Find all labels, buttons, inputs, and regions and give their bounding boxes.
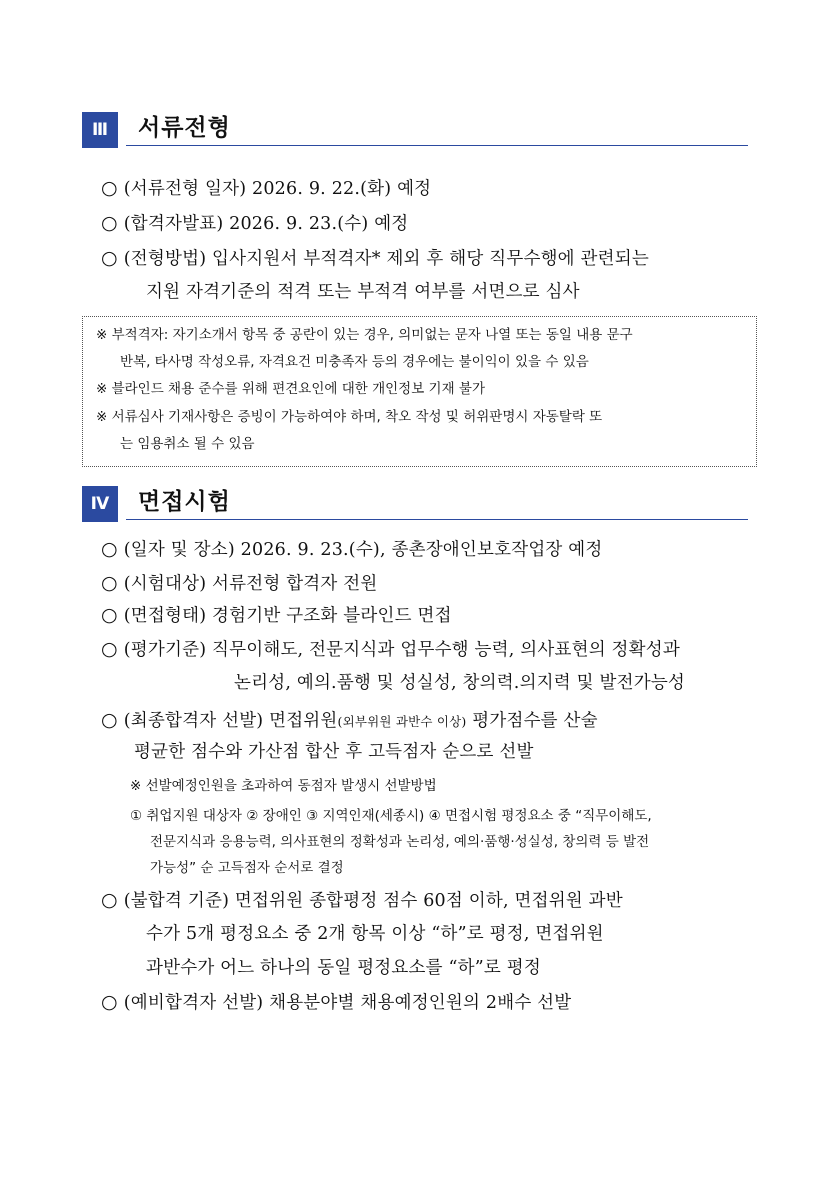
notice-line: ※ 부적격자: 자기소개서 항목 중 공란이 있는 경우, 의미없는 문자 나열 또는 동일 내용 문구: [96, 327, 633, 343]
circle-bullet-icon: ○: [101, 991, 118, 1013]
circle-bullet-icon: ○: [101, 212, 118, 234]
section-divider: [126, 519, 748, 520]
circle-bullet-icon: ○: [101, 247, 118, 269]
circle-bullet-icon: ○: [101, 889, 118, 911]
circle-bullet-icon: ○: [101, 572, 118, 594]
list-item: ○ (불합격 기준) 면접위원 종합평정 점수 60점 이하, 면접위원 과반: [101, 889, 623, 911]
circle-bullet-icon: ○: [101, 604, 118, 626]
section-header-3: [82, 112, 748, 152]
list-item-continuation: 논리성, 예의.품행 및 성실성, 창의력.의지력 및 발전가능성: [234, 673, 686, 693]
circle-bullet-icon: ○: [101, 638, 118, 660]
list-item: ○ (시험대상) 서류전형 합격자 전원: [101, 572, 378, 594]
list-item-continuation: 평균한 점수와 가산점 합산 후 고득점자 순으로 선발: [134, 742, 534, 762]
list-item: ○ (면접형태) 경험기반 구조화 블라인드 면접: [101, 604, 452, 626]
list-item-continuation: 수가 5개 평정요소 중 2개 항목 이상 “하”로 평정, 면접위원: [146, 924, 604, 944]
list-item: ○ (일자 및 장소) 2026. 9. 23.(수), 종촌장애인보호작업장 예정: [101, 538, 603, 560]
notice-line: ※ 블라인드 채용 준수를 위해 편견요인에 대한 개인정보 기재 불가: [96, 381, 485, 397]
sub-note: ※ 선발예정인원을 초과하여 동점자 발생시 선발방법: [130, 778, 437, 794]
circle-bullet-icon: ○: [101, 709, 118, 731]
section-title: 서류전형: [138, 115, 231, 141]
sub-note-line: ① 취업지원 대상자 ② 장애인 ③ 지역인재(세종시) ④ 면접시험 평정요소 중 “직무이해도,: [130, 808, 652, 824]
list-item: ○ (합격자발표) 2026. 9. 23.(수) 예정: [101, 212, 409, 234]
list-item: ○ (예비합격자 선발) 채용분야별 채용예정인원의 2배수 선발: [101, 991, 572, 1013]
circle-bullet-icon: ○: [101, 538, 118, 560]
list-item: ○ (최종합격자 선발) 면접위원(외부위원 과반수 이상) 평가점수를 산술: [101, 709, 598, 731]
section-title: 면접시험: [138, 489, 231, 515]
sub-note-line: 가능성” 순 고득점자 순서로 결정: [150, 860, 344, 876]
section-divider: [126, 145, 748, 146]
list-item-continuation: 과반수가 어느 하나의 동일 평정요소를 “하”로 평정: [146, 958, 541, 978]
sub-note-line: 전문지식과 응용능력, 의사표현의 정확성과 논리성, 예의·품행·성실성, 창의력 등 발전: [150, 834, 650, 850]
section-number-badge: Ⅲ: [82, 112, 118, 148]
notice-line: 는 임용취소 될 수 있음: [120, 436, 255, 452]
list-item: ○ (평가기준) 직무이해도, 전문지식과 업무수행 능력, 의사표현의 정확성과: [101, 638, 680, 660]
list-item-continuation: 지원 자격기준의 적격 또는 부적격 여부를 서면으로 심사: [146, 282, 580, 302]
list-item: ○ (서류전형 일자) 2026. 9. 22.(화) 예정: [101, 177, 432, 199]
circle-bullet-icon: ○: [101, 177, 118, 199]
list-item: ○ (전형방법) 입사지원서 부적격자* 제외 후 해당 직무수행에 관련되는: [101, 247, 649, 269]
section-header-4: [82, 486, 748, 526]
notice-box: [82, 316, 757, 467]
section-number-badge: Ⅳ: [82, 486, 118, 522]
notice-line: 반복, 타사명 작성오류, 자격요건 미충족자 등의 경우에는 불이익이 있을 수 있음: [120, 354, 589, 370]
notice-line: ※ 서류심사 기재사항은 증빙이 가능하여야 하며, 착오 작성 및 허위판명시 자동탈락 또: [96, 409, 603, 425]
